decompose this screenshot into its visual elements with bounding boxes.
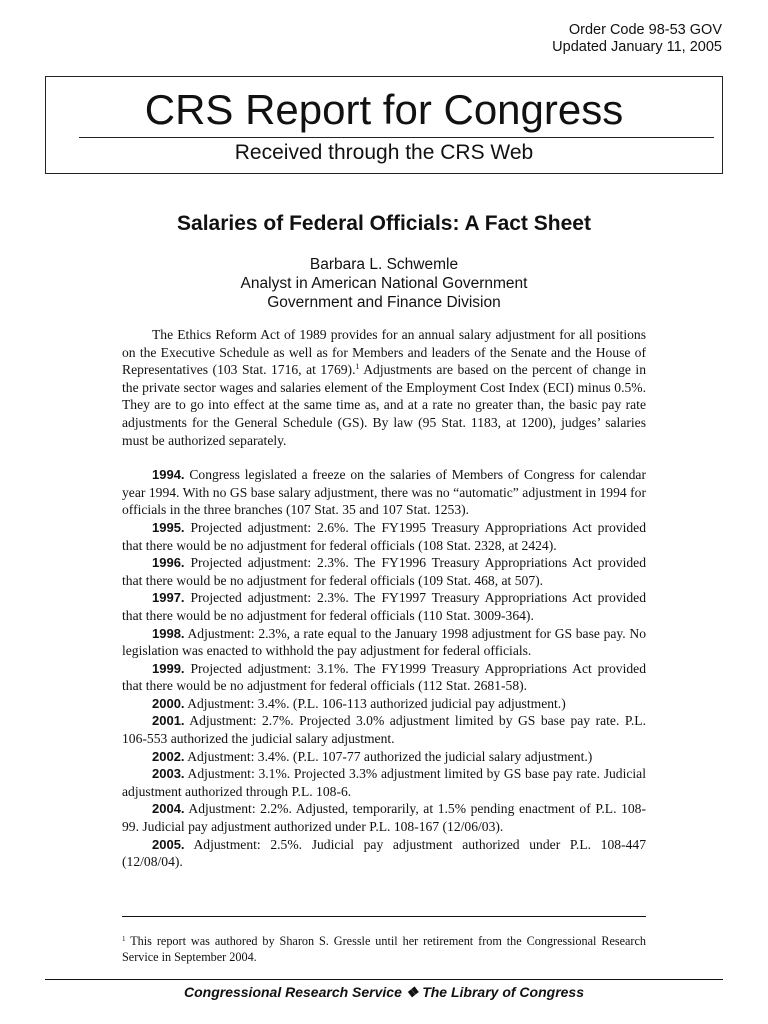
- footnote-mark: 1: [122, 935, 126, 943]
- year-label: 2001.: [152, 713, 185, 729]
- year-entry-1996: [122, 554, 646, 589]
- year-label: 1995.: [152, 519, 185, 535]
- year-label: 1994.: [152, 467, 185, 483]
- author-block: [0, 255, 768, 312]
- year-entry-1999: [122, 660, 646, 695]
- year-text: Adjustment: 3.4%. (P.L. 107-77 authorized the judicial salary adjustment.): [184, 748, 593, 764]
- year-text: Adjustment: 3.4%. (P.L. 106-113 authorized judicial pay adjustment.): [184, 695, 566, 711]
- year-entry-2005: [122, 836, 646, 871]
- updated-date: Updated January 11, 2005: [552, 39, 722, 55]
- year-label: 1999.: [152, 660, 185, 676]
- year-entry-2002: [122, 748, 646, 766]
- author-position: Analyst in American National Government: [240, 275, 528, 292]
- year-entry-1995: [122, 519, 646, 554]
- year-text: Projected adjustment: 2.3%. The FY1997 Treasury Appropriations Act provided that there would be no adjustment for federal officials (110 Stat. 3009-364).: [122, 590, 646, 623]
- author-division: Government and Finance Division: [267, 294, 501, 311]
- year-entry-1994: [122, 466, 646, 519]
- year-text: Adjustment: 3.1%. Projected 3.3% adjustment limited by GS base pay rate. Judicial adjustment authorized through P.L. 108-6.: [122, 766, 646, 799]
- banner-subtitle: Received through the CRS Web: [234, 141, 534, 164]
- year-label: 2003.: [152, 766, 185, 782]
- order-code-block: [552, 22, 722, 56]
- year-label: 2004.: [152, 801, 185, 817]
- year-entry-1997: [122, 589, 646, 624]
- year-entry-2004: [122, 800, 646, 835]
- year-entry-2000: [122, 695, 646, 713]
- year-entry-1998: [122, 625, 646, 660]
- footnote-text: This report was authored by Sharon S. Gressle until her retirement from the Congressional Research Service in September 2004.: [122, 934, 646, 964]
- intro-text-continued: Adjustments are based on the percent of change in the private sector wages and salaries element of the Employment Cost Index (ECI) minus 0.5%. They are to go into effect at the same time as, and at a rate no greater than, the basic pay rate adjustments for the General Schedule (GS). By law (95 Stat. 1183, at 1200), judges’ salaries must be authorized separately.: [122, 362, 646, 448]
- document-title: Salaries of Federal Officials: A Fact Sheet: [177, 212, 591, 235]
- year-entry-2003: [122, 765, 646, 800]
- year-text: Adjustment: 2.2%. Adjusted, temporarily, at 1.5% pending enactment of P.L. 108-99. Judicial pay adjustment authorized under P.L. 108-167 (12/06/03).: [122, 801, 646, 835]
- year-label: 1997.: [152, 590, 185, 606]
- year-label: 2005.: [152, 836, 185, 852]
- year-text: Adjustment: 2.3%, a rate equal to the January 1998 adjustment for GS base pay. No legislation was enacted to withhold the pay adjustment for federal officials.: [122, 625, 646, 659]
- intro-paragraph: [122, 326, 646, 449]
- footnote-reference: 1: [355, 362, 360, 372]
- footnote: [122, 933, 646, 965]
- footer-divider: [45, 979, 723, 980]
- year-label: 1996.: [152, 555, 185, 571]
- banner-divider: [79, 137, 714, 138]
- footnote-divider: [122, 916, 646, 917]
- order-code: Order Code 98-53 GOV: [568, 22, 722, 38]
- year-text: Congress legislated a freeze on the salaries of Members of Congress for calendar year 1994. With no GS base salary adjustment, there was no “automatic” adjustment in 1994 for officials in the three branches (107 Stat. 35 and 107 Stat. 1253).: [122, 467, 646, 518]
- year-text: Adjustment: 2.7%. Projected 3.0% adjustment limited by GS base pay rate. P.L. 106-553 authorized the judicial salary adjustment.: [122, 713, 646, 747]
- author-name: Barbara L. Schwemle: [309, 256, 459, 273]
- intro-text: The Ethics Reform Act of 1989 provides for an annual salary adjustment for all positions on the Executive Schedule as well as for Members and leaders of the Senate and the House of Representatives (103 Stat. 1716, at 1769).: [122, 327, 646, 378]
- year-label: 2002.: [152, 748, 185, 764]
- year-label: 1998.: [152, 625, 185, 641]
- year-entry-2001: [122, 712, 646, 747]
- banner-title: CRS Report for Congress: [144, 86, 624, 133]
- year-text: Projected adjustment: 2.3%. The FY1996 Treasury Appropriations Act provided that there would be no adjustment for federal officials (109 Stat. 468, at 507).: [122, 555, 646, 588]
- year-text: Projected adjustment: 3.1%. The FY1999 Treasury Appropriations Act provided that there would be no adjustment for federal officials (112 Stat. 2681-58).: [122, 660, 646, 694]
- document-body: [122, 326, 646, 871]
- report-banner: [45, 76, 723, 174]
- year-label: 2000.: [152, 695, 185, 711]
- year-text: Projected adjustment: 2.6%. The FY1995 Treasury Appropriations Act provided that there would be no adjustment for federal officials (108 Stat. 2328, at 2424).: [122, 519, 646, 553]
- year-text: Adjustment: 2.5%. Judicial pay adjustment authorized under P.L. 108-447 (12/08/04).: [122, 836, 646, 870]
- page-footer: Congressional Research Service ❖ The Library of Congress: [183, 984, 585, 1000]
